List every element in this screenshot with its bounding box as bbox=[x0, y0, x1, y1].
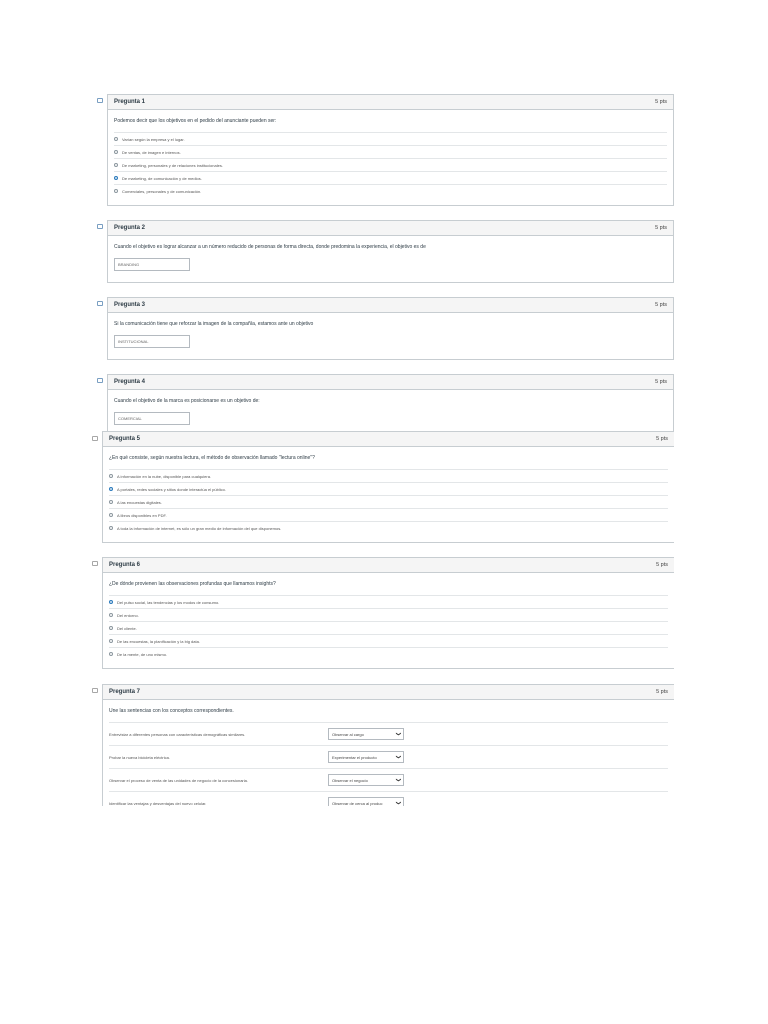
radio-icon[interactable] bbox=[114, 163, 118, 167]
match-selected: Experimentar el producto bbox=[332, 754, 377, 760]
answer-option[interactable] bbox=[114, 145, 667, 158]
chevron-down-icon: ❯ bbox=[394, 731, 401, 737]
chevron-down-icon: ❯ bbox=[394, 754, 401, 760]
question-7 bbox=[102, 684, 674, 806]
question-points: 5 pts bbox=[655, 302, 667, 308]
match-prompt: Identificar las ventajas y desventajas del nuevo celular. bbox=[109, 800, 207, 806]
match-select[interactable] bbox=[328, 751, 404, 763]
match-selected: Observar de cerca al produc bbox=[332, 800, 383, 806]
answer-option[interactable] bbox=[109, 469, 668, 482]
question-title: Pregunta 6 bbox=[109, 562, 141, 568]
answer-label: A las encuestas digitales. bbox=[117, 499, 162, 505]
answer-label: De las encuestas, la planificación y la big data. bbox=[117, 638, 200, 644]
question-6 bbox=[102, 557, 674, 669]
radio-icon[interactable] bbox=[109, 500, 113, 504]
answer-option[interactable] bbox=[109, 482, 668, 495]
question-points: 5 pts bbox=[656, 562, 668, 568]
question-points: 5 pts bbox=[655, 225, 667, 231]
radio-icon[interactable] bbox=[109, 600, 113, 604]
chevron-down-icon: ❯ bbox=[394, 800, 401, 806]
radio-icon[interactable] bbox=[114, 189, 118, 193]
question-text: ¿En qué consiste, según nuestra lectura, el método de observación llamado "lectura online"? bbox=[109, 455, 315, 461]
match-row bbox=[109, 791, 668, 806]
radio-icon[interactable] bbox=[109, 639, 113, 643]
flag-icon[interactable] bbox=[97, 301, 103, 306]
radio-icon[interactable] bbox=[114, 176, 118, 180]
answer-input[interactable]: BRANDING bbox=[114, 258, 190, 271]
answer-option[interactable] bbox=[114, 132, 667, 145]
answer-option[interactable] bbox=[109, 647, 668, 660]
question-header bbox=[103, 432, 674, 447]
answer-label: De ventas, de imagen e internos. bbox=[122, 149, 181, 155]
match-prompt: Probar la nueva bicicleta eléctrica. bbox=[109, 754, 170, 760]
question-header bbox=[103, 685, 674, 700]
answer-label: Del pulso social, las tendencias y los modos de consumo. bbox=[117, 599, 220, 605]
question-text: Podemos decir que los objetivos en el pedido del anunciante pueden ser: bbox=[114, 118, 277, 124]
answer-option[interactable] bbox=[109, 595, 668, 608]
radio-icon[interactable] bbox=[109, 513, 113, 517]
radio-icon[interactable] bbox=[109, 487, 113, 491]
question-header bbox=[108, 221, 673, 236]
answer-label: De marketing, personales y de relaciones institucionales. bbox=[122, 162, 223, 168]
answer-option[interactable] bbox=[109, 621, 668, 634]
question-text: Une las sentencias con los conceptos correspondientes. bbox=[109, 708, 234, 714]
match-select[interactable] bbox=[328, 797, 404, 806]
flag-icon[interactable] bbox=[92, 688, 98, 693]
question-text: Cuando el objetivo es lograr alcanzar a un número reducido de personas de forma directa, donde predomina la experiencia, el objetivo es de bbox=[114, 244, 426, 250]
question-1 bbox=[107, 94, 674, 206]
answer-label: Del entorno. bbox=[117, 612, 139, 618]
question-title: Pregunta 7 bbox=[109, 689, 141, 695]
question-points: 5 pts bbox=[656, 436, 668, 442]
question-5 bbox=[102, 431, 674, 543]
match-selected: Observar el negocio bbox=[332, 777, 368, 783]
answer-input[interactable]: COMERCIAL bbox=[114, 412, 190, 425]
answer-label: Varían según la empresa y el lugar. bbox=[122, 136, 185, 142]
answer-label: A portales, redes sociales y sitios donde interactúa el público. bbox=[117, 486, 226, 492]
match-selected: Observar al cargo bbox=[332, 731, 364, 737]
chevron-down-icon: ❯ bbox=[394, 777, 401, 783]
answer-option[interactable] bbox=[109, 608, 668, 621]
question-title: Pregunta 4 bbox=[114, 379, 146, 385]
radio-icon[interactable] bbox=[109, 626, 113, 630]
answer-label: Del cliente. bbox=[117, 625, 137, 631]
answer-option[interactable] bbox=[114, 171, 667, 184]
question-text: ¿De dónde provienen las observaciones profundas que llamamos insights? bbox=[109, 581, 276, 587]
question-title: Pregunta 3 bbox=[114, 302, 146, 308]
answer-label: Comerciales, personales y de comunicación. bbox=[122, 188, 202, 194]
radio-icon[interactable] bbox=[109, 652, 113, 656]
question-header bbox=[103, 558, 674, 573]
answer-label: A información en la nube, disponible para cualquiera. bbox=[117, 473, 212, 479]
match-prompt: Entrevistar a diferentes personas con características demográficas similares. bbox=[109, 731, 246, 737]
question-header bbox=[108, 95, 673, 110]
radio-icon[interactable] bbox=[109, 474, 113, 478]
answer-label: De marketing, de comunicación y de medios. bbox=[122, 175, 202, 181]
match-row bbox=[109, 722, 668, 745]
radio-icon[interactable] bbox=[114, 150, 118, 154]
question-points: 5 pts bbox=[655, 99, 667, 105]
answer-option[interactable] bbox=[114, 184, 667, 197]
flag-icon[interactable] bbox=[97, 378, 103, 383]
question-title: Pregunta 1 bbox=[114, 99, 146, 105]
radio-icon[interactable] bbox=[109, 526, 113, 530]
match-row bbox=[109, 768, 668, 791]
question-2 bbox=[107, 220, 674, 283]
match-select[interactable] bbox=[328, 728, 404, 740]
answer-input[interactable]: INSTITUCIONAL bbox=[114, 335, 190, 348]
question-text: Cuando el objetivo de la marca es posicionarse es un objetivo de: bbox=[114, 398, 260, 404]
flag-icon[interactable] bbox=[92, 436, 98, 441]
flag-icon[interactable] bbox=[92, 561, 98, 566]
match-row bbox=[109, 745, 668, 768]
flag-icon[interactable] bbox=[97, 98, 103, 103]
answer-label: A libros disponibles en PDF. bbox=[117, 512, 167, 518]
question-points: 5 pts bbox=[656, 689, 668, 695]
question-text: Si la comunicación tiene que reforzar la imagen de la compañía, estamos ante un objetivo bbox=[114, 321, 314, 327]
question-title: Pregunta 2 bbox=[114, 225, 146, 231]
answer-option[interactable] bbox=[109, 634, 668, 647]
answer-option[interactable] bbox=[109, 521, 668, 534]
question-header bbox=[108, 298, 673, 313]
question-header bbox=[108, 375, 673, 390]
answer-option[interactable] bbox=[109, 495, 668, 508]
match-prompt: Observar el proceso de venta de las unidades de negocio de la concesionaria. bbox=[109, 777, 248, 783]
answer-label: De la mente, de uno mismo. bbox=[117, 651, 168, 657]
match-select[interactable] bbox=[328, 774, 404, 786]
question-title: Pregunta 5 bbox=[109, 436, 141, 442]
answer-option[interactable] bbox=[109, 508, 668, 521]
question-points: 5 pts bbox=[655, 379, 667, 385]
answer-option[interactable] bbox=[114, 158, 667, 171]
flag-icon[interactable] bbox=[97, 224, 103, 229]
question-4 bbox=[107, 374, 674, 434]
answer-label: A toda la información de internet, es sólo un gran medio de información del que disponemos. bbox=[117, 525, 282, 531]
question-3 bbox=[107, 297, 674, 360]
radio-icon[interactable] bbox=[109, 613, 113, 617]
radio-icon[interactable] bbox=[114, 137, 118, 141]
